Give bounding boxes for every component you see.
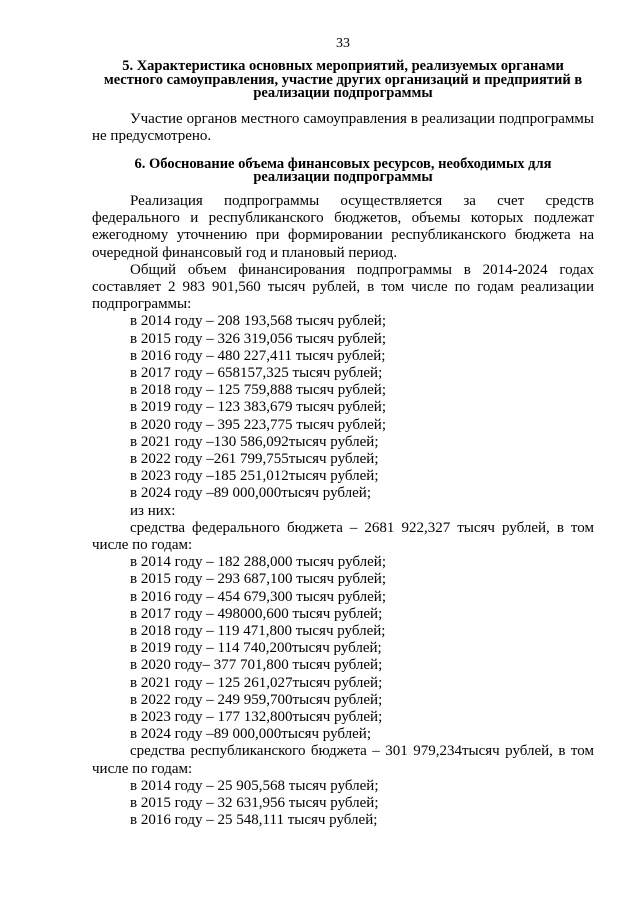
- total-by-year-list: [92, 313, 594, 502]
- financing-paragraph: Реализация подпрограммы осуществляется за счет средств федерального и республиканского бюджетов, объемы которых подлежат ежегодному уточнению при формировании республиканского бюджета на очередной финансовый год и плановый период.: [92, 192, 594, 261]
- list-item: в 2017 году – 498000,600 тысяч рублей;: [130, 605, 383, 622]
- list-item: в 2021 году –130 586,092тысяч рублей;: [130, 433, 379, 450]
- list-item: в 2023 году – 177 132,800тысяч рублей;: [130, 709, 383, 725]
- list-item: в 2022 году –261 799,755тысяч рублей;: [130, 450, 379, 467]
- list-item: в 2022 году – 249 959,700тысяч рублей;: [130, 691, 383, 708]
- list-item: в 2016 году – 480 227,411 тысяч рублей;: [130, 347, 386, 364]
- list-item: в 2015 году – 32 631,956 тысяч рублей;: [130, 795, 379, 812]
- federal-by-year-list: [92, 554, 594, 743]
- list-item: в 2018 году – 125 759,888 тысяч рублей;: [130, 382, 386, 399]
- list-item: в 2015 году – 293 687,100 тысяч рублей;: [130, 571, 386, 588]
- list-item: в 2016 году – 454 679,300 тысяч рублей;: [130, 588, 386, 605]
- heading-line: 6. Обоснование объема финансовых ресурсов, необходимых для: [134, 155, 552, 172]
- list-item: в 2024 году –89 000,000тысяч рублей;: [130, 726, 371, 743]
- list-item: в 2014 году – 208 193,568 тысяч рублей;: [130, 313, 386, 330]
- page-number: 33: [336, 36, 350, 51]
- list-item: в 2019 году – 123 383,679 тысяч рублей;: [130, 399, 386, 416]
- of-them-label: из них:: [130, 502, 176, 519]
- republic-budget-intro: средства республиканского бюджета – 301 979,234тысяч рублей, в том числе по годам:: [92, 743, 594, 777]
- list-item: в 2019 году – 114 740,200тысяч рублей;: [130, 640, 382, 657]
- list-item: в 2016 году – 25 548,111 тысяч рублей;: [130, 812, 378, 829]
- federal-budget-intro: средства федерального бюджета – 2681 922,327 тысяч рублей, в том числе по годам:: [92, 519, 594, 553]
- total-financing-paragraph: Общий объем финансирования подпрограммы в 2014-2024 годах составляет 2 983 901,560 тысяч рублей, в том числе по годам реализации подпрограммы:: [92, 261, 594, 313]
- list-item: в 2023 году –185 251,012тысяч рублей;: [130, 468, 379, 485]
- heading-line: реализации подпрограммы: [253, 169, 433, 186]
- section-5-text: Участие органов местного самоуправления в реализации подпрограммы не предусмотрено.: [92, 110, 594, 144]
- list-item: в 2024 году –89 000,000тысяч рублей;: [130, 485, 371, 502]
- list-item: в 2018 году – 119 471,800 тысяч рублей;: [130, 622, 386, 639]
- list-item: в 2015 году – 326 319,056 тысяч рублей;: [130, 330, 386, 347]
- list-item: в 2014 году – 182 288,000 тысяч рублей;: [130, 554, 386, 571]
- republic-by-year-list: [92, 778, 594, 830]
- list-item: в 2017 году – 658157,325 тысяч рублей;: [130, 364, 383, 381]
- document-page: [92, 37, 594, 829]
- heading-line: реализации подпрограммы: [253, 85, 433, 101]
- section-5-heading: [92, 60, 594, 101]
- list-item: в 2014 году – 25 905,568 тысяч рублей;: [130, 777, 379, 794]
- section-6-heading: [92, 155, 594, 186]
- list-item: в 2020 году – 395 223,775 тысяч рублей;: [130, 416, 386, 433]
- heading-line: 5. Характеристика основных мероприятий, реализуемых органами: [122, 58, 564, 74]
- list-item: в 2021 году – 125 261,027тысяч рублей;: [130, 674, 383, 691]
- heading-line: местного самоуправления, участие других организаций и предприятий в: [103, 71, 583, 88]
- list-item: в 2020 году– 377 701,800 тысяч рублей;: [130, 657, 383, 674]
